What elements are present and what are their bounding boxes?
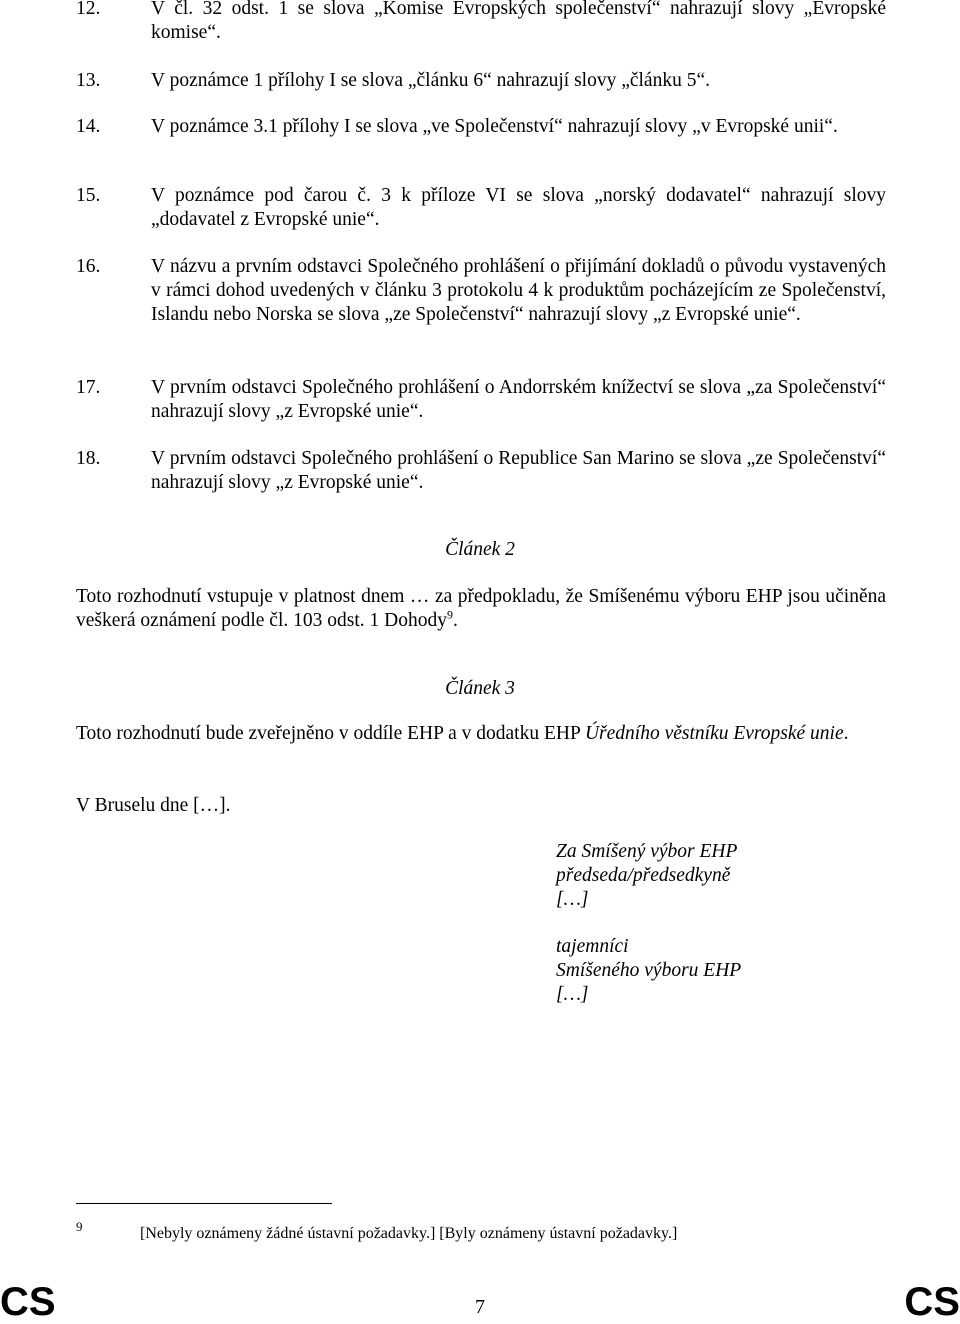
signature-line: Za Smíšený výbor EHP (556, 841, 738, 862)
article-2-end: . (452, 610, 458, 631)
item-number: 15. (76, 185, 101, 206)
list-item-14 (76, 115, 886, 139)
language-code-right: CS (904, 1280, 960, 1324)
article-3-body: Toto rozhodnutí bude zveřejněno v oddíle EHP a v dodatku EHP (76, 723, 585, 744)
item-number: 16. (76, 256, 101, 277)
list-item-12 (76, 0, 886, 45)
signature-line: tajemníci (556, 936, 629, 957)
article-3-text (76, 722, 886, 746)
list-item-13 (76, 69, 886, 93)
list-item-18 (76, 447, 886, 495)
page-number: 7 (475, 1296, 485, 1318)
footnote-divider (76, 1203, 332, 1204)
item-text: V názvu a prvním odstavci Společného prohlášení o přijímání dokladů o původu vystavených v rámci dohod uvedených v článku 3 protokolu 4 k produktům pocházejícím ze Společenství, Islandu nebo Norska se slova „ze Společenství“ nahrazují slovy „z Evropské unie“. (151, 256, 886, 325)
signature-placeholder: […] (556, 984, 589, 1005)
item-text: V čl. 32 odst. 1 se slova „Komise Evropských společenství“ nahrazují slovy „Evropské komise“. (151, 0, 886, 43)
footnote-ref: 9 (446, 607, 453, 622)
journal-title: Úředního věstníku Evropské unie (584, 723, 844, 744)
item-text: V prvním odstavci Společného prohlášení o Andorrském knížectví se slova „za Společenství“ nahrazují slovy „z Evropské unie“. (151, 377, 886, 422)
item-number: 12. (76, 0, 101, 19)
place-date: V Bruselu dne […]. (76, 795, 231, 816)
footnote-number: 9 (76, 1219, 83, 1234)
signature-block-secretaries (556, 935, 741, 1007)
signature-block-chair (556, 840, 737, 912)
item-text: V poznámce 3.1 přílohy I se slova „ve Společenství“ nahrazují slovy „v Evropské unii“. (151, 116, 838, 137)
item-number: 13. (76, 70, 101, 91)
article-2-heading: Článek 2 (445, 539, 515, 560)
item-text: V poznámce pod čarou č. 3 k příloze VI se slova „norský dodavatel“ nahrazují slovy „dodavatel z Evropské unie“. (151, 185, 886, 230)
article-3-end: . (843, 723, 849, 744)
article-3-heading: Článek 3 (445, 678, 515, 699)
item-text: V poznámce 1 přílohy I se slova „článku 6“ nahrazují slovy „článku 5“. (151, 70, 710, 91)
list-item-17 (76, 376, 886, 424)
item-text: V prvním odstavci Společného prohlášení o Republice San Marino se slova „ze Společenství“ nahrazují slovy „z Evropské unie“. (151, 448, 886, 493)
item-number: 14. (76, 116, 101, 137)
footnote-text: [Nebyly oznámeny žádné ústavní požadavky.] [Byly oznámeny ústavní požadavky.] (140, 1225, 678, 1242)
article-2-body: Toto rozhodnutí vstupuje v platnost dnem … za předpokladu, že Smíšenému výboru EHP jsou učiněna veškerá oznámení podle čl. 103 odst. 1 Dohody (76, 586, 886, 631)
list-item-16 (76, 255, 886, 327)
article-2-text (76, 585, 886, 633)
signature-line: předseda/předsedkyně (556, 865, 731, 886)
signature-placeholder: […] (556, 889, 589, 910)
item-number: 18. (76, 448, 101, 469)
list-item-15 (76, 184, 886, 232)
item-number: 17. (76, 377, 101, 398)
language-code-left: CS (0, 1280, 56, 1324)
signature-line: Smíšeného výboru EHP (556, 960, 742, 981)
